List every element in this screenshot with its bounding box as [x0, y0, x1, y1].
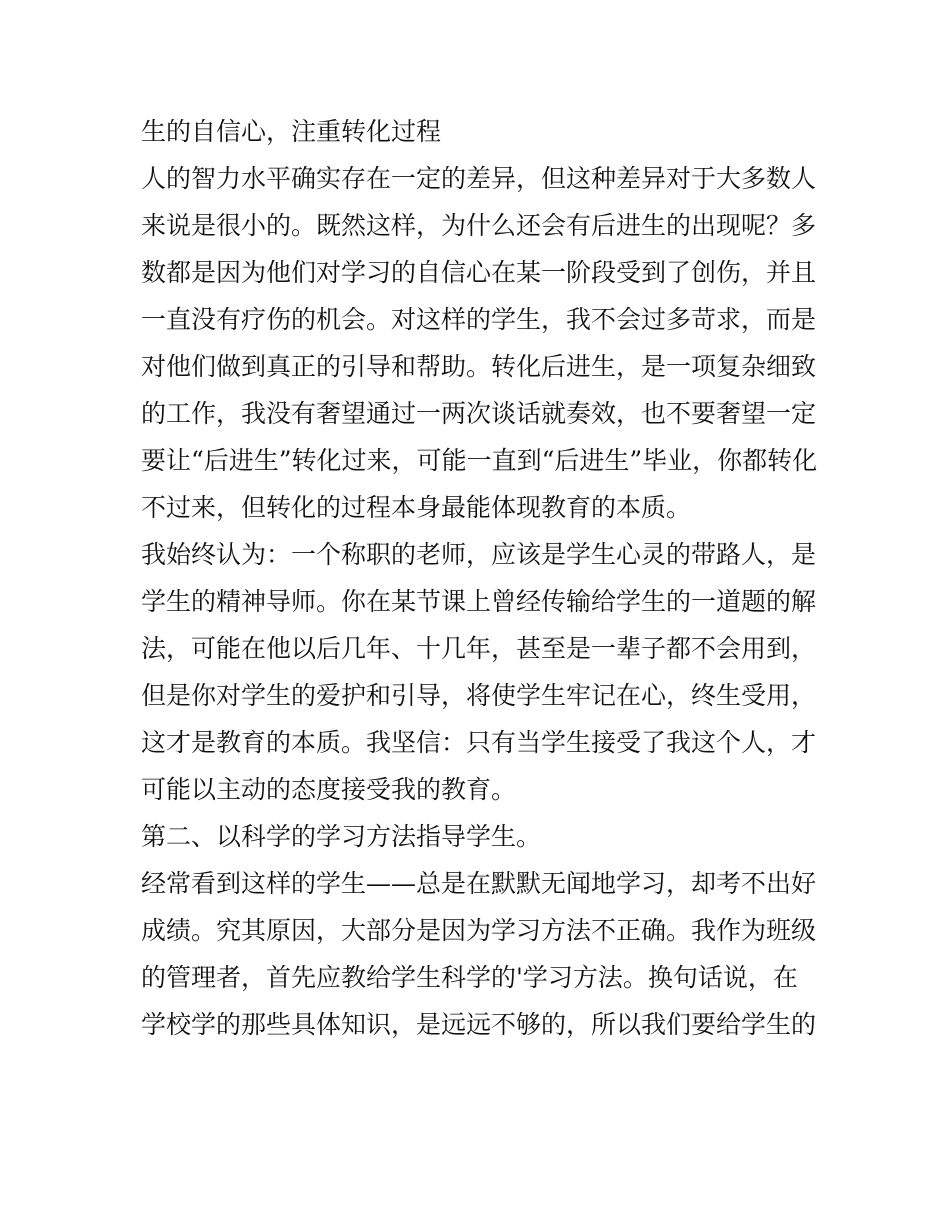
text-line-20: 学校学的那些具体知识，是远远不够的，所以我们要给学生的 — [141, 1010, 817, 1039]
text-line-19: 的管理者，首先应教给学生科学的'学习方法。换句话说，在 — [141, 963, 798, 992]
text-line-14: 这才是教育的本质。我坚信：只有当学生接受了我这个人，才 — [141, 728, 817, 757]
text-line-17: 经常看到这样的学生——总是在默默无闻地学习，却考不出好 — [141, 869, 817, 898]
text-line-5: 一直没有疗伤的机会。对这样的学生，我不会过多苛求，而是 — [141, 305, 817, 334]
text-line-7: 的工作，我没有奢望通过一两次谈话就奏效，也不要奢望一定 — [141, 399, 817, 428]
text-line-1: 生的自信心，注重转化过程 — [141, 117, 442, 146]
text-line-2: 人的智力水平确实存在一定的差异，但这种差异对于大多数人 — [141, 164, 817, 193]
text-line-8: 要让“后进生”转化过来，可能一直到“后进生”毕业，你都转化 — [141, 446, 818, 475]
document-body — [141, 108, 821, 1048]
text-line-3: 来说是很小的。既然这样，为什么还会有后进生的出现呢？多 — [141, 211, 817, 240]
text-line-16: 第二、以科学的学习方法指导学生。 — [141, 822, 542, 851]
text-line-18: 成绩。究其原因，大部分是因为学习方法不正确。我作为班级 — [141, 916, 817, 945]
text-line-12: 法，可能在他以后几年、十几年，甚至是一辈子都不会用到， — [141, 634, 817, 663]
text-line-15: 可能以主动的态度接受我的教育。 — [141, 775, 517, 804]
text-line-4: 数都是因为他们对学习的自信心在某一阶段受到了创伤，并且 — [141, 258, 817, 287]
text-line-13: 但是你对学生的爱护和引导，将使学生牢记在心，终生受用， — [141, 681, 817, 710]
text-line-10: 我始终认为：一个称职的老师，应该是学生心灵的带路人，是 — [141, 540, 817, 569]
text-line-9: 不过来，但转化的过程本身最能体现教育的本质。 — [141, 493, 692, 522]
text-line-6: 对他们做到真正的引导和帮助。转化后进生，是一项复杂细致 — [141, 352, 817, 381]
text-line-11: 学生的精神导师。你在某节课上曾经传输给学生的一道题的解 — [141, 587, 817, 616]
